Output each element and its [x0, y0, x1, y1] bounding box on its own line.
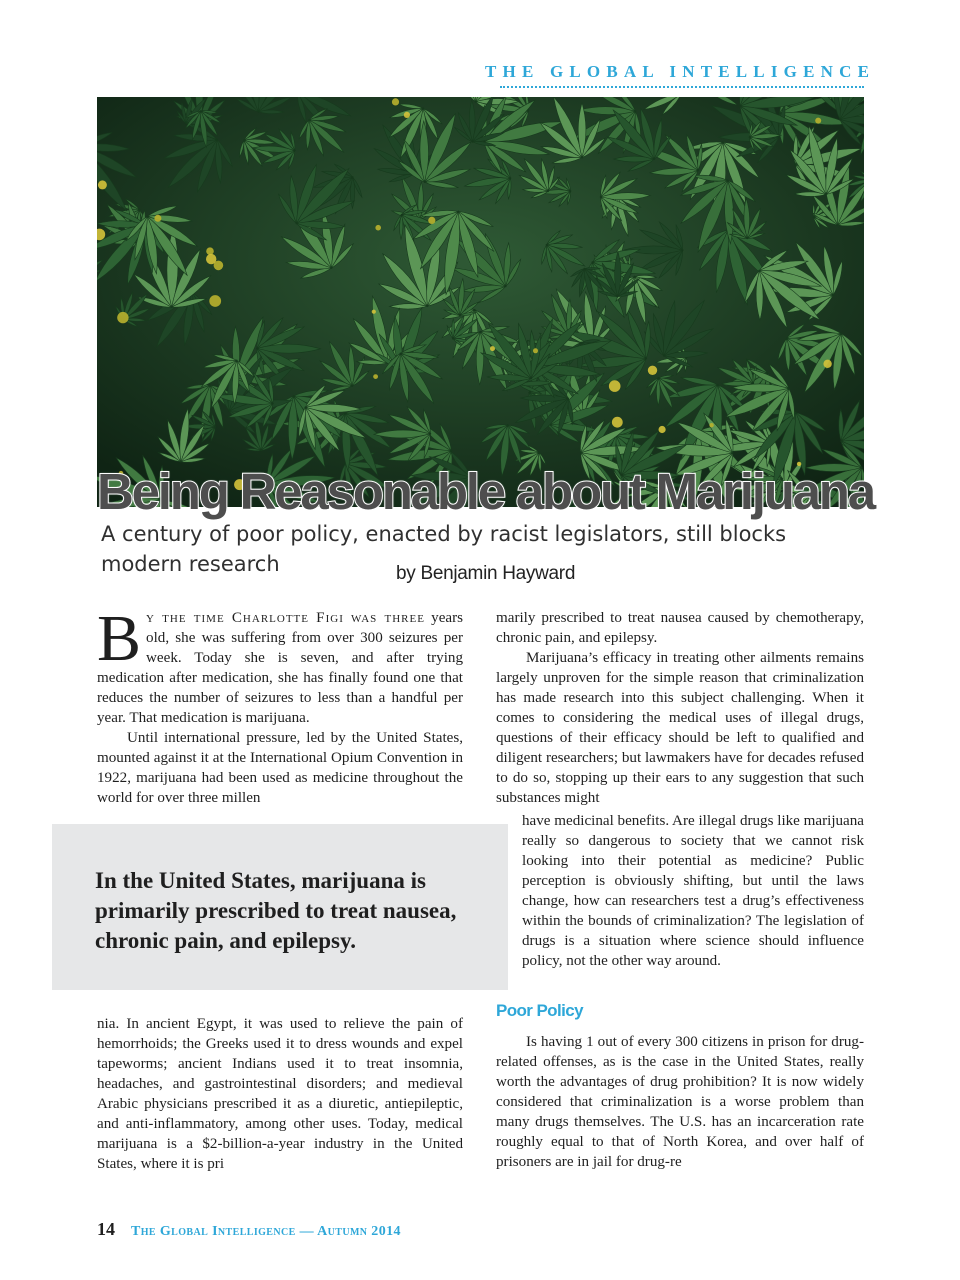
article-subtitle: A century of poor policy, enacted by racist legislators, still blocks modern research — [101, 522, 787, 576]
pull-quote: In the United States, marijuana is primarily prescribed to treat nausea, chronic pain, and epilepsy. — [95, 868, 457, 953]
paragraph-3-start: Marijuana’s efficacy in treating other ailments remains largely unproven for the simple reason that criminalization has made research into this subject challenging. When it comes to considering the medical uses of illegal drugs, questions of their efficacy should be left to qualified and diligent researchers; but lawmakers have for decades refused to do so, stopping up their ears to any suggestion that such substances might — [496, 650, 864, 806]
page-footer — [97, 1219, 401, 1240]
section-heading: Poor Policy — [496, 1001, 583, 1020]
body-column-left-bottom — [97, 1014, 463, 1174]
body-column-right-top — [496, 608, 864, 808]
page-number: 14 — [97, 1219, 115, 1239]
paragraph-2-start: Until international pressure, led by the United States, mounted against it at the International Opium Convention in 1922, marijuana had been used as medicine throughout the world for over three millen — [97, 730, 463, 806]
paragraph-2-middle: nia. In ancient Egypt, it was used to relieve the pain of hemorrhoids; the Greeks used it to dress wounds and expel tapeworms; ancient Indians used it to treat insomnia, headaches, and gastrointestinal disorders; and medieval Arabic physicians prescribed it as a diuretic, antiepileptic, and anti-inflammatory, among other uses. Today, medical marijuana is a $2-billion-a-year industry in the United States, where it is pri — [97, 1016, 463, 1172]
body-column-left-top — [97, 602, 463, 808]
body-column-right-inset — [522, 811, 864, 971]
article-title: Being Reasonable about Marijuana — [97, 463, 874, 520]
drop-cap: B — [97, 602, 142, 675]
running-head-rule — [500, 86, 864, 88]
paragraph-4: Is having 1 out of every 300 citizens in prison for drug-related offenses, as is the case in the United States, really worth the advantages of drug prohibition? It is now widely considered that criminalization is a worse problem than many drugs themselves. The U.S. has an incarceration rate roughly equal to that of North Korea, and over half of prisoners are in jail for drug-re — [496, 1034, 864, 1170]
paragraph-1: years old, she was suffering from over 300 seizures per week. Today she is seven, and after trying medication after medication, she has finally found one that reduces the number of seizures to less than a handful per year. That medication is marijuana. — [97, 610, 463, 726]
footer-publication: The Global Intelligence — Autumn 2014 — [131, 1224, 401, 1239]
byline: by Benjamin Hayward — [396, 563, 576, 584]
paragraph-2-end: marily prescribed to treat nausea caused by chemotherapy, chronic pain, and epilepsy. — [496, 610, 864, 646]
running-head: THE GLOBAL INTELLIGENCE — [485, 62, 876, 81]
paragraph-3-end: have medicinal benefits. Are illegal drugs like marijuana really so dangerous to society that we cannot risk looking into their potential as medicine? Public perception is obviously shifting, but until the laws change, how can researchers test a drug’s effectiveness within the bounds of criminalization? The legislation of drugs is a situation where science should influence policy, not the other way around. — [522, 813, 865, 969]
hero-photo — [97, 97, 864, 507]
body-column-right-bottom — [496, 1032, 864, 1172]
lead-in-smallcaps: y the time Charlotte Figi was three — [146, 610, 425, 626]
